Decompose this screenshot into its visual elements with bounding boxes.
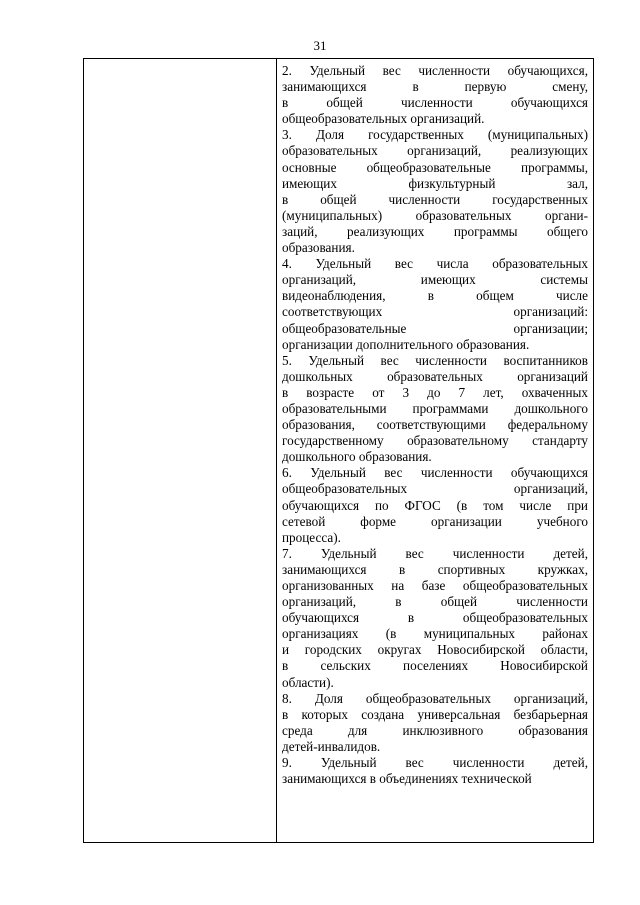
indicator-line: общеобразовательные организации; [282,320,588,336]
indicator-line: 6. Удельный вес численности обучающихся [282,465,588,481]
indicator-line: в которых создана универсальная безбарьерная [282,706,588,722]
indicator-line: дошкольного образования. [282,449,432,465]
indicator-line: в возрасте от 3 до 7 лет, охваченных [282,384,588,400]
indicator-line: процесса). [282,529,341,545]
indicator-item [282,63,588,127]
indicator-line: общеобразовательных организаций. [282,111,485,127]
indicator-line: (муниципальных) образовательных органи- [282,207,588,223]
table-left-column [84,59,277,842]
indicator-line: имеющих физкультурный зал, [282,175,588,191]
indicator-line: видеонаблюдения, в общем числе [282,288,588,304]
table-right-column [277,59,593,842]
indicator-line: и городских округах Новосибирской области, [282,642,588,658]
indicator-line: соответствующих организаций: [282,304,588,320]
page-number: 31 [313,38,327,53]
indicator-line: занимающихся в объединениях технической [282,771,532,787]
indicator-line: образования. [282,240,355,256]
indicator-item [282,256,588,353]
indicator-line: государственному образовательному стандарту [282,433,588,449]
indicator-line: занимающихся в первую смену, [282,79,588,95]
indicator-item [282,353,588,466]
indicator-line: 5. Удельный вес численности воспитанников [282,352,588,368]
indicator-line: в общей численности государственных [282,191,588,207]
indicator-line: организованных на базе общеобразовательных [282,578,588,593]
indicator-line: основные общеобразовательные программы, [282,159,588,175]
indicators-table [83,58,594,843]
indicator-line: организациях (в муниципальных районах [282,626,588,642]
indicator-line: заций, реализующих программы общего [282,223,588,239]
indicator-item [282,127,588,256]
indicator-line: в сельских поселениях Новосибирской [282,658,588,674]
indicator-line: детей-инвалидов. [282,738,381,754]
indicator-line: дошкольных образовательных организаций [282,368,588,384]
indicator-line: организации дополнительного образования. [282,336,530,352]
indicator-line: общеобразовательных организаций, [282,481,588,497]
indicator-line: 2. Удельный вес численности обучающихся, [282,63,588,78]
indicator-line: образовательных организаций, реализующих [282,143,588,159]
indicator-line: в общей численности обучающихся [282,95,588,111]
indicator-item [282,546,588,691]
indicator-line: 4. Удельный вес числа образовательных [282,256,588,272]
indicator-line: сетевой форме организации учебного [282,513,588,529]
indicator-line: области). [282,674,334,690]
indicator-item [282,755,588,787]
indicator-item [282,465,588,545]
indicator-line: 3. Доля государственных (муниципальных) [282,127,588,143]
indicator-line: 8. Доля общеобразовательных организаций, [282,690,588,706]
indicator-line: обучающихся в общеобразовательных [282,610,588,626]
indicator-line: образовательными программами дошкольного [282,400,588,416]
indicator-line: среда для инклюзивного образования [282,722,588,738]
indicator-line: обучающихся по ФГОС (в том числе при [282,497,588,513]
indicator-line: образования, соответствующими федеральному [282,417,588,433]
indicator-line: организаций, имеющих системы [282,272,588,288]
indicator-line: 7. Удельный вес численности детей, [282,545,588,561]
indicator-line: организаций, в общей численности [282,594,588,610]
indicator-line: занимающихся в спортивных кружках, [282,561,588,577]
indicator-line: 9. Удельный вес численности детей, [282,755,588,771]
indicator-item [282,691,588,755]
